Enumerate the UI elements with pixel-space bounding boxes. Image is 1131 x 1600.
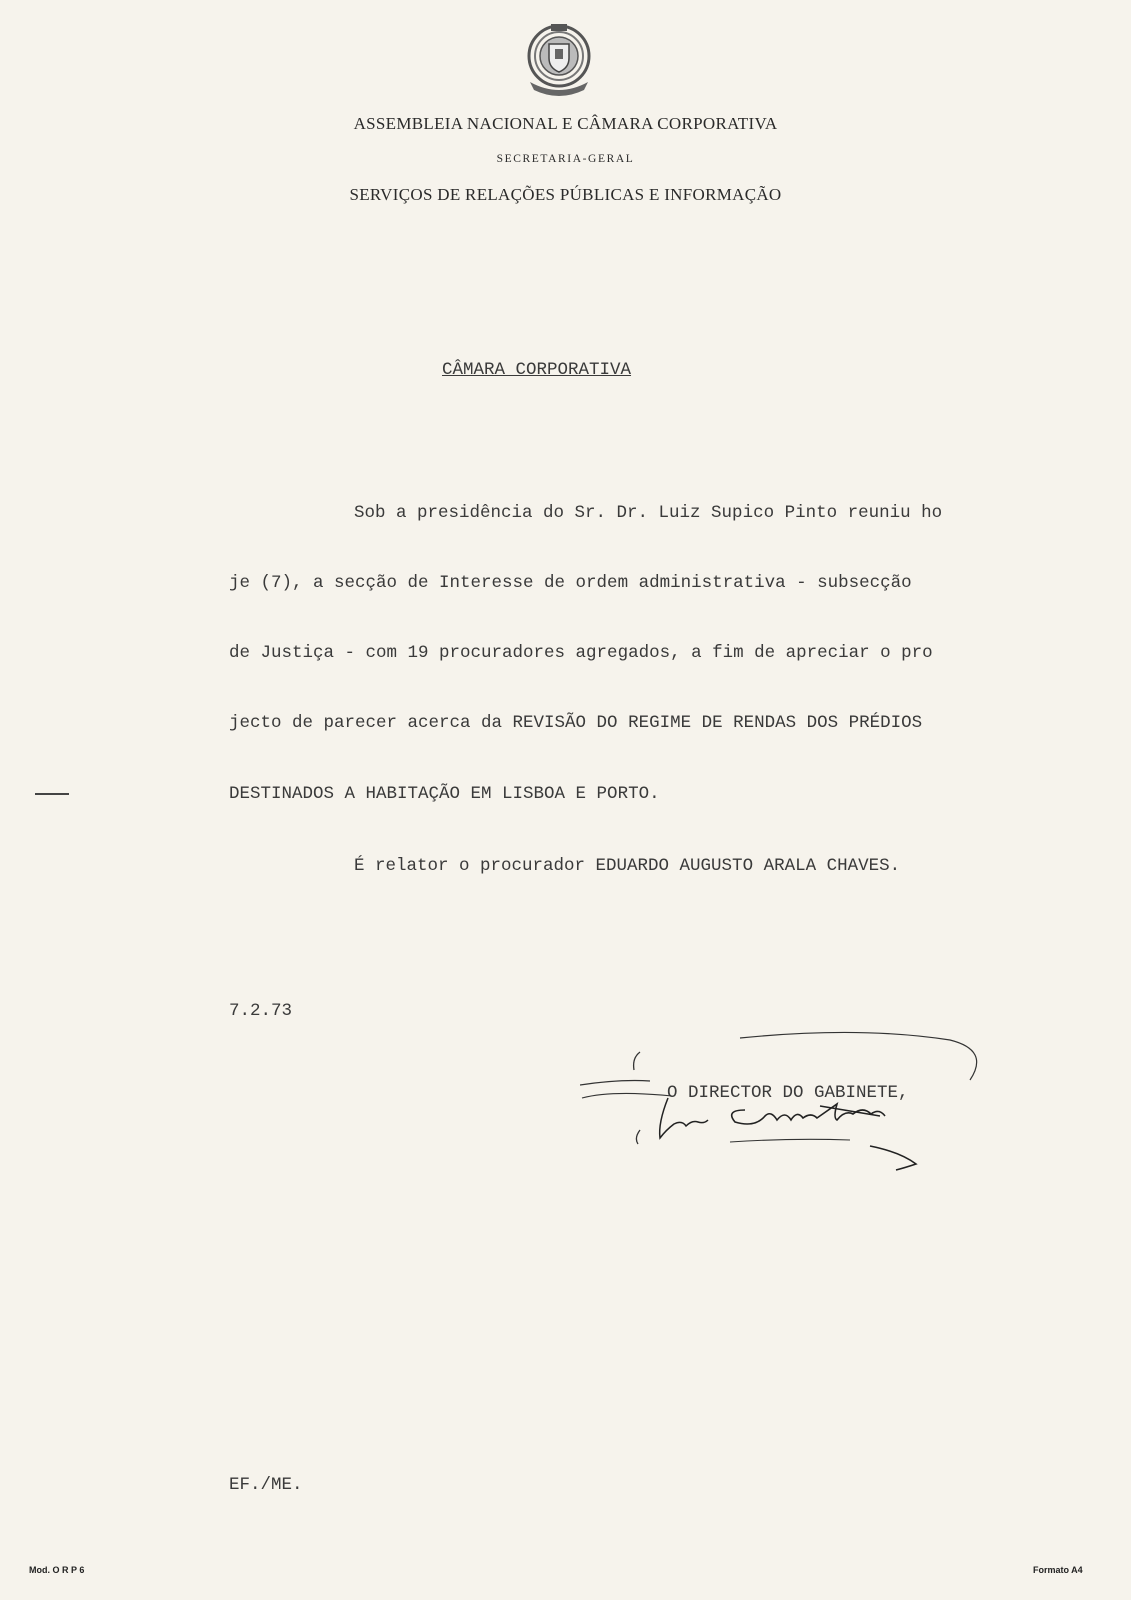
document-date: 7.2.73 xyxy=(229,1001,293,1021)
margin-mark xyxy=(35,793,69,795)
signatory-title: O DIRECTOR DO GABINETE, xyxy=(667,1083,909,1103)
form-model-code: Mod. O R P 6 xyxy=(29,1565,85,1575)
body-line: É relator o procurador EDUARDO AUGUSTO ARALA CHAVES. xyxy=(354,856,901,876)
body-line: jecto de parecer acerca da REVISÃO DO REGIME DE RENDAS DOS PRÉDIOS xyxy=(229,713,923,733)
body-line: je (7), a secção de Interesse de ordem administrativa - subsecção xyxy=(229,573,912,593)
handwritten-signature xyxy=(580,1030,1020,1190)
institution-name: ASSEMBLEIA NACIONAL E CÂMARA CORPORATIVA xyxy=(353,114,778,133)
document-title: CÂMARA CORPORATIVA xyxy=(442,360,632,380)
department-name: SERVIÇOS DE RELAÇÕES PÚBLICAS E INFORMAÇÃO xyxy=(349,185,782,204)
body-line: DESTINADOS A HABITAÇÃO EM LISBOA E PORTO. xyxy=(229,784,660,804)
secretariat-label: SECRETARIA-GERAL xyxy=(496,153,635,165)
body-line: Sob a presidência do Sr. Dr. Luiz Supico Pinto reuniu ho xyxy=(354,503,943,523)
typist-initials: EF./ME. xyxy=(229,1475,303,1495)
paper-format-label: Formato A4 xyxy=(1033,1565,1083,1575)
body-line: de Justiça - com 19 procuradores agregados, a fim de apreciar o pro xyxy=(229,643,933,663)
coat-of-arms-seal xyxy=(522,20,596,102)
